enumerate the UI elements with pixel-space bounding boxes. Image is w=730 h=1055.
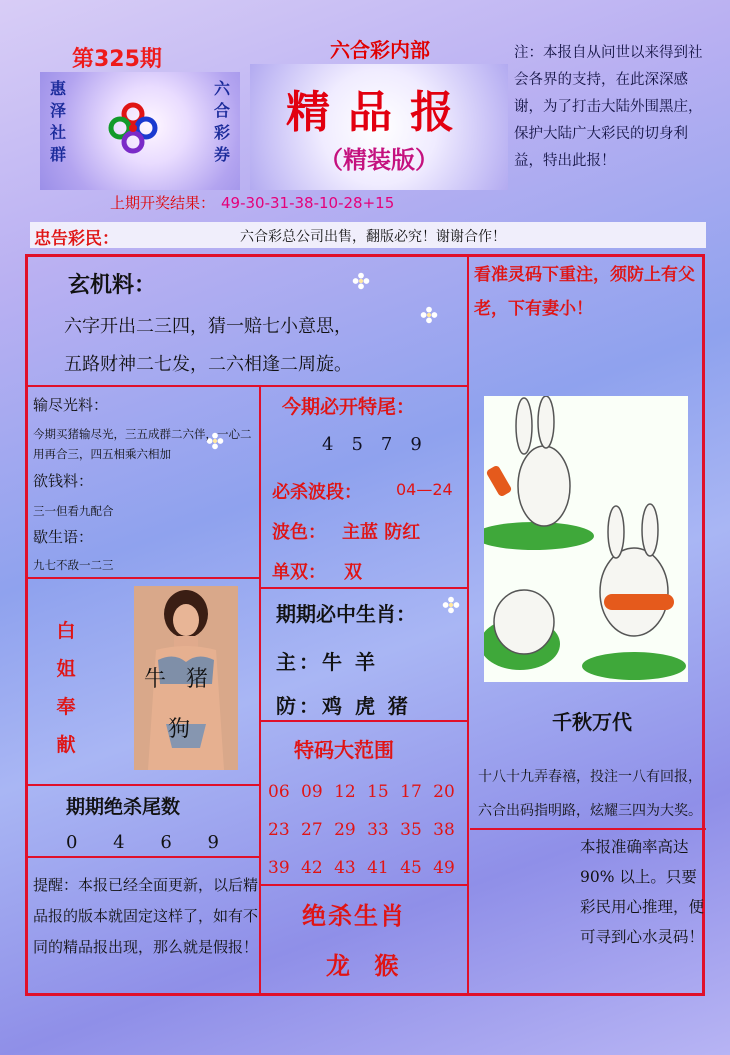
girl-caption-char: 姐 [56, 658, 76, 680]
brand-char: 彩 [213, 123, 230, 142]
girl-caption-char: 献 [56, 734, 76, 756]
divider [25, 856, 261, 858]
special-range-row: 06 09 12 15 17 20 [268, 782, 455, 802]
brand-char: 六 [213, 79, 230, 98]
qiuqiu-text: 十八十九弄春禧，投注一八有回报，六合出码指明路，炫耀三四为大奖。 [478, 769, 702, 819]
advice-label: 忠告彩民： [34, 229, 119, 249]
title-block [250, 64, 508, 190]
brand-left-column [48, 78, 68, 166]
warning-text: 看准灵码下重注，须防上有父老，下有妻小！ [474, 265, 695, 319]
brand-char: 合 [213, 101, 230, 120]
oddeven-value: 双 [344, 562, 362, 583]
divider [25, 385, 469, 387]
color-label: 波色： [272, 522, 326, 543]
brand-block [40, 72, 240, 190]
wave-value: 04—24 [396, 480, 453, 499]
flower-icon [420, 306, 438, 324]
shujin-title: 输尽光料： [33, 396, 109, 414]
last-result-label: 上期开奖结果： [110, 194, 216, 212]
girl-zodiac: 猪 [186, 667, 209, 692]
last-result [110, 192, 394, 213]
brand-char: 社 [49, 123, 66, 142]
oddeven-label: 单双： [272, 562, 326, 583]
publisher-note: 注：本报自从问世以来得到社会各界的支持，在此深深感谢，为了打击大陆外围黑庄，保护大陆广大彩民的切身利益，特出此报！ [514, 45, 703, 169]
zodiac-main: 主：牛 羊 [276, 650, 378, 674]
advice-text: 六合彩总公司出售，翻版必究！谢谢合作！ [240, 229, 506, 245]
accuracy-text: 本报准确率高达 90% 以上。只要彩民用心推理，便可寻到心水灵码！ [580, 838, 705, 946]
divider-left-column [259, 385, 261, 996]
special-range-title: 特码大范围 [294, 738, 394, 762]
shujin-text: 今期买猪输尽光，三五成群二六伴，一心二用再合三，四五相乘六相加 [33, 427, 252, 461]
kill-zodiac-title: 绝杀生肖 [302, 901, 406, 930]
girl-caption [54, 612, 78, 764]
brand-right-column [212, 78, 232, 166]
xiehou-text: 九七不敌一二三 [33, 558, 114, 572]
divider [259, 587, 469, 589]
tail-numbers: 4579 [322, 434, 440, 455]
xuanji-title: 玄机料： [68, 272, 157, 298]
zodiac-guard: 防：鸡 虎 猪 [276, 694, 411, 718]
divider [25, 784, 261, 786]
special-range-row: 39 42 43 41 45 49 [268, 858, 455, 878]
reminder-text: 提醒：本报已经全面更新，以后精品报的版本就固定这样了，如有不同的精品报出现，那么就是假报！ [33, 876, 259, 956]
brand-char: 群 [49, 145, 66, 164]
yuqian-title: 欲钱料： [33, 472, 94, 490]
girl-zodiac: 牛 [144, 667, 167, 692]
page-title: 精品报 [286, 87, 472, 138]
page-subtitle: （精装版） [319, 146, 439, 174]
xiehou-title: 歇生语： [33, 528, 94, 546]
qiuqiu-title: 千秋万代 [552, 710, 632, 734]
xuanji-line: 六字开出二三四，猜一赔七小意思， [64, 316, 352, 337]
issue-number: 第325期 [72, 47, 162, 72]
kill-zodiac-value: 龙 猴 [326, 951, 407, 980]
girl-caption-char: 奉 [56, 696, 76, 718]
color-value: 主蓝 防红 [342, 522, 421, 543]
advice-strip [30, 222, 706, 248]
rabbit-illustration [484, 396, 688, 682]
brand-char: 券 [213, 145, 230, 164]
kill-tail-title: 期期绝杀尾数 [66, 796, 181, 818]
kill-tail-numbers: 0 4 6 9 [66, 832, 219, 853]
tail-title: 今期必开特尾： [282, 396, 416, 418]
yuqian-text: 三一但看九配合 [33, 504, 114, 518]
brand-char: 泽 [49, 101, 66, 120]
girl-zodiac: 狗 [168, 717, 191, 742]
divider [259, 720, 469, 722]
flower-icon [352, 272, 370, 290]
four-color-logo-icon [98, 92, 168, 162]
divider [259, 884, 469, 886]
inside-label: 六合彩内部 [330, 38, 430, 62]
brand-char: 惠 [49, 79, 66, 98]
last-result-numbers: 49-30-31-38-10-28+15 [221, 194, 395, 212]
special-range-row: 23 27 29 33 35 38 [268, 820, 455, 840]
zodiac-title: 期期必中生肖： [276, 602, 416, 626]
wave-label: 必杀波段： [272, 482, 362, 503]
girl-caption-char: 白 [56, 620, 76, 642]
divider [25, 577, 261, 579]
xuanji-line: 五路财神二七发，二六相逢二周旋。 [64, 354, 352, 375]
flower-icon [442, 596, 460, 614]
